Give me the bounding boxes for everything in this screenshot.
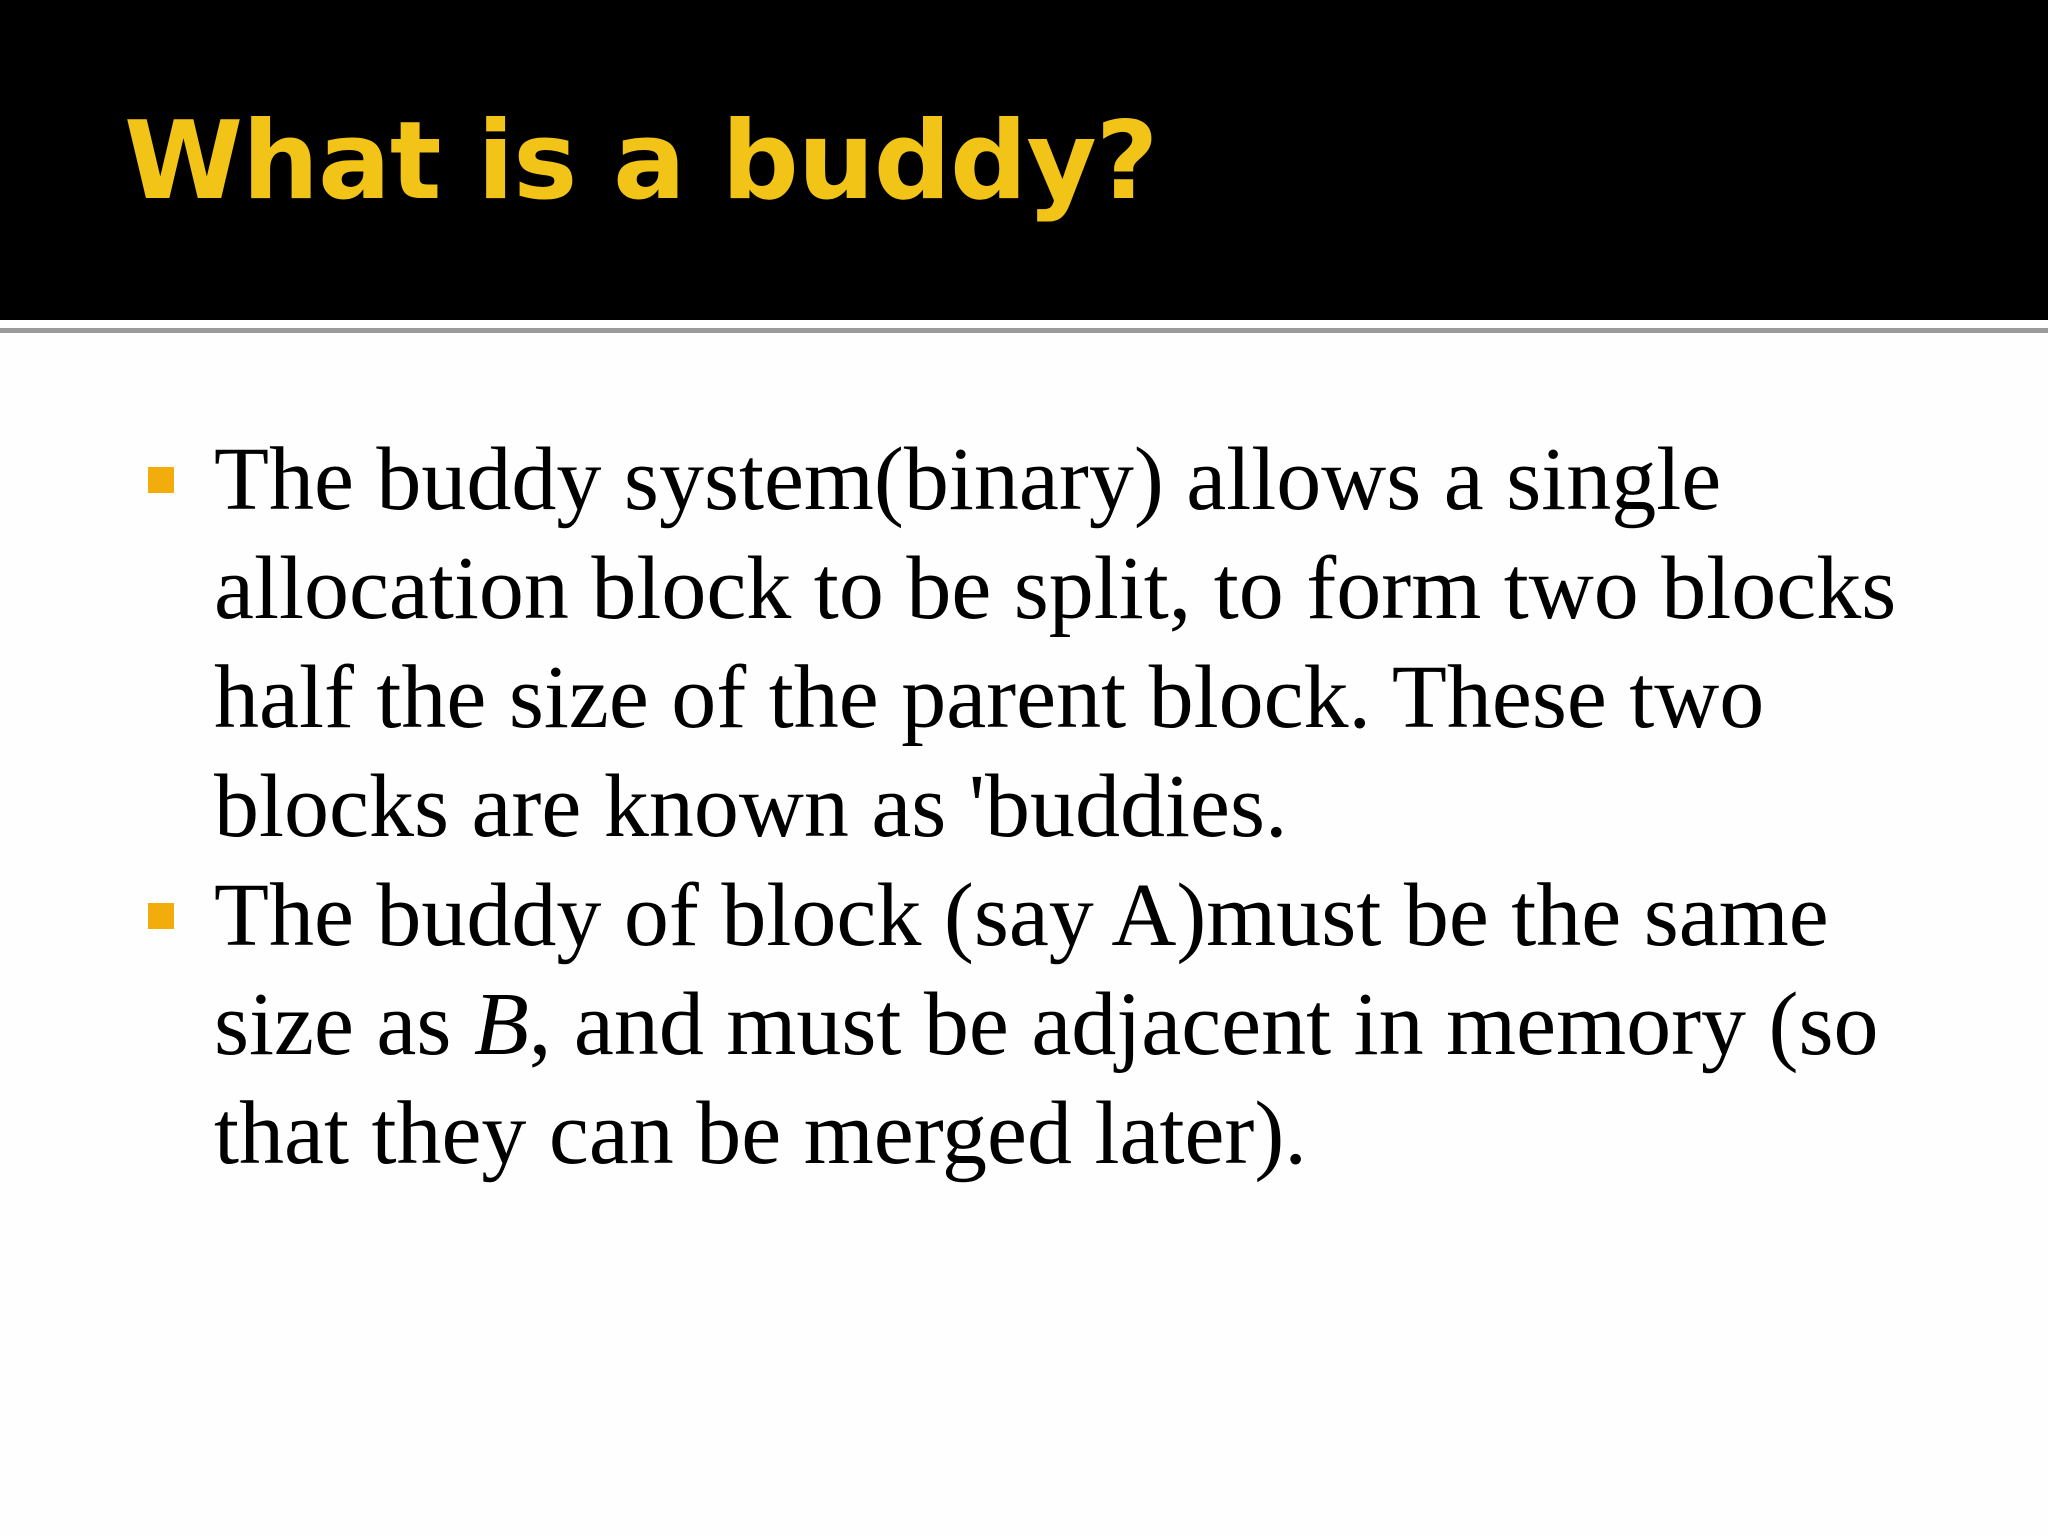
square-bullet-icon xyxy=(148,467,174,493)
bullet-text-line: allocation block to be split, to form two blocks xyxy=(214,539,1897,638)
title-band xyxy=(0,0,2048,320)
bullet-list xyxy=(0,425,2048,1188)
bullet-text-segment: , and must be adjacent in memory (so xyxy=(528,975,1879,1074)
bullet-text-line: The buddy system(binary) allows a single xyxy=(214,430,1722,529)
bullet-text-line: The buddy of block (say A)must be the same xyxy=(214,866,1829,965)
bullet-text-line xyxy=(214,970,1988,1079)
bullet-item xyxy=(0,861,2048,1188)
bullet-text-line: blocks are known as 'buddies. xyxy=(214,757,1288,856)
title-divider xyxy=(0,320,2048,326)
bullet-text-segment: size as xyxy=(214,975,474,1074)
square-bullet-icon xyxy=(148,903,174,929)
title-divider-shadow xyxy=(0,328,2048,333)
italic-variable: B xyxy=(473,975,529,1074)
bullet-item xyxy=(0,425,2048,861)
slide-title: What is a buddy? xyxy=(124,99,1158,224)
bullet-text-line: half the size of the parent block. These two xyxy=(214,648,1765,747)
bullet-text-line: that they can be merged later). xyxy=(214,1084,1307,1183)
